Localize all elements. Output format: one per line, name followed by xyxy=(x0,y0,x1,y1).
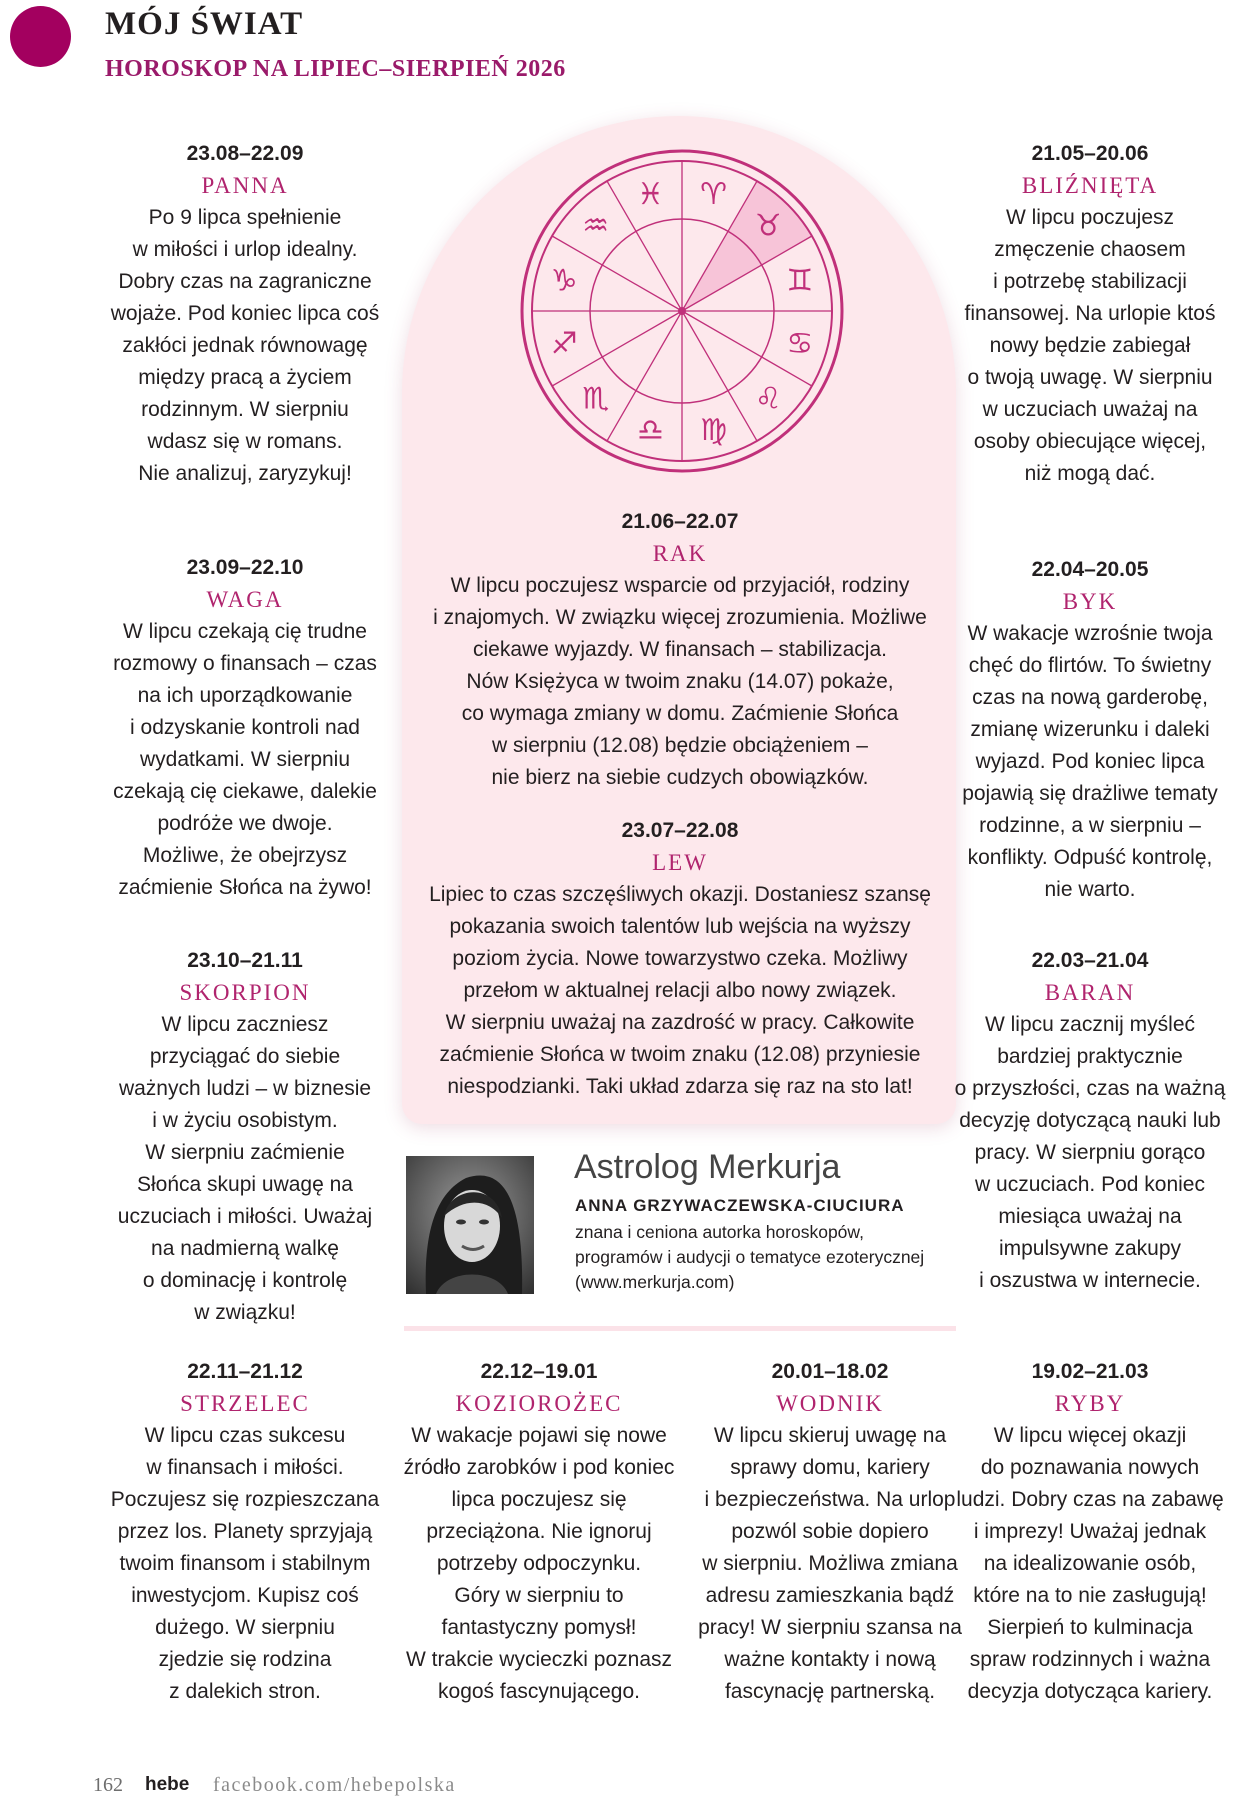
text-line: pokazania swoich talentów lub wejścia na wyższy xyxy=(449,915,911,938)
sign-date: 21.06–22.07 xyxy=(621,510,739,533)
text-line: źródło zarobków i pod koniec xyxy=(403,1456,675,1479)
text-line: Góry w sierpniu to xyxy=(454,1584,624,1607)
sign-text xyxy=(105,202,385,490)
text-line: w finansach i miłości. xyxy=(146,1456,344,1479)
text-line: na idealizowanie osób, xyxy=(983,1552,1197,1575)
sign-waga xyxy=(105,552,385,904)
sign-date: 19.02–21.03 xyxy=(1031,1360,1149,1383)
text-line: ważnych ludzi – w biznesie xyxy=(118,1077,372,1100)
text-line: zaćmienie Słońca na żywo! xyxy=(118,876,372,899)
text-line: W lipcu poczujesz xyxy=(1005,206,1175,229)
text-line: W wakacje wzrośnie twoja xyxy=(967,622,1213,645)
text-line: rozmowy o finansach – czas xyxy=(113,652,377,675)
sign-date: 20.01–18.02 xyxy=(771,1360,889,1383)
text-line: rodzinnym. W sierpniu xyxy=(141,398,349,421)
text-line: W lipcu zaczniesz xyxy=(161,1013,329,1036)
text-line: znana i ceniona autorka horoskopów, xyxy=(575,1222,864,1242)
sign-name: KOZIOROŻEC xyxy=(455,1391,623,1416)
sign-rak xyxy=(420,506,940,794)
text-line: w sierpniu. Możliwa zmiana xyxy=(702,1552,958,1575)
zodiac-glyph-icon: ♑ xyxy=(550,263,578,299)
text-line: sprawy domu, kariery xyxy=(730,1456,930,1479)
text-line: zakłóci jednak równowagę xyxy=(122,334,368,357)
text-line: Dobry czas na zagraniczne xyxy=(118,270,372,293)
astrologer-description xyxy=(575,1220,965,1295)
text-line: Sierpień to kulminacja xyxy=(987,1616,1193,1639)
text-line: w sierpniu (12.08) będzie obciążeniem – xyxy=(492,734,868,757)
text-line: poziom życia. Nowe towarzystwo czeka. Możliwy xyxy=(452,947,908,970)
text-line: (www.merkurja.com) xyxy=(575,1272,735,1292)
text-line: w uczuciach. Pod koniec xyxy=(975,1173,1205,1196)
facebook-link[interactable]: facebook.com/hebepolska xyxy=(213,1774,456,1796)
text-line: nowy będzie zabiegał xyxy=(989,334,1191,357)
text-line: zaćmienie Słońca w twoim znaku (12.08) przyniesie xyxy=(439,1043,921,1066)
text-line: Możliwe, że obejrzysz xyxy=(142,844,348,867)
text-line: podróże we dwoje. xyxy=(157,812,333,835)
text-line: fascynację partnerską. xyxy=(724,1680,936,1703)
sign-skorpion xyxy=(105,945,385,1329)
text-line: zmianę wizerunku i daleki xyxy=(970,718,1210,741)
sign-bliznieta xyxy=(950,138,1230,490)
text-line: przeciążona. Nie ignoruj xyxy=(426,1520,652,1543)
text-line: lipca poczujesz się xyxy=(451,1488,627,1511)
text-line: inwestycjom. Kupisz coś xyxy=(131,1584,359,1607)
text-line: bardziej praktycznie xyxy=(997,1045,1183,1068)
text-line: decyzja dotycząca kariery. xyxy=(967,1680,1213,1703)
text-line: osoby obiecujące więcej, xyxy=(973,430,1207,453)
text-line: i oszustwa w internecie. xyxy=(979,1269,1201,1292)
text-line: w uczuciach uważaj na xyxy=(982,398,1198,421)
sign-date: 23.10–21.11 xyxy=(187,949,303,972)
sign-name: SKORPION xyxy=(179,980,311,1005)
sign-date: 22.12–19.01 xyxy=(480,1360,598,1383)
text-line: W lipcu więcej okazji xyxy=(993,1424,1187,1447)
text-line: i odzyskanie kontroli nad xyxy=(130,716,360,739)
sign-baran xyxy=(950,945,1230,1297)
sign-koziorozec xyxy=(394,1356,684,1708)
sign-text xyxy=(420,570,940,794)
sign-date: 22.11–21.12 xyxy=(187,1360,303,1383)
text-line: W wakacje pojawi się nowe xyxy=(411,1424,667,1447)
sign-text xyxy=(950,1420,1230,1708)
text-line: adresu zamieszkania bądź xyxy=(705,1584,955,1607)
text-line: w związku! xyxy=(194,1301,296,1324)
sign-date: 23.07–22.08 xyxy=(621,819,739,842)
text-line: miesiąca uważaj na xyxy=(998,1205,1182,1228)
text-line: pracy! W sierpniu szansa na xyxy=(698,1616,962,1639)
text-line: Nie analizuj, zaryzykuj! xyxy=(138,462,352,485)
sign-byk xyxy=(950,554,1230,906)
text-line: rodzinne, a w sierpniu – xyxy=(979,814,1201,837)
sign-date: 23.08–22.09 xyxy=(186,142,304,165)
section-marker-dot xyxy=(10,6,71,67)
text-line: między pracą a życiem xyxy=(138,366,352,389)
text-line: które na to nie zasługują! xyxy=(973,1584,1207,1607)
text-line: finansowej. Na urlopie ktoś xyxy=(964,302,1216,325)
text-line: nie bierz na siebie cudzych obowiązków. xyxy=(491,766,869,789)
text-line: impulsywne zakupy xyxy=(998,1237,1182,1260)
zodiac-glyph-icon: ♎ xyxy=(636,412,664,448)
text-line: W lipcu czekają cię trudne xyxy=(123,620,367,643)
sign-name: RAK xyxy=(652,541,708,566)
sign-text xyxy=(685,1420,975,1708)
text-line: uczuciach i miłości. Uważaj xyxy=(117,1205,373,1228)
text-line: twoim finansom i stabilnym xyxy=(119,1552,371,1575)
text-line: Lipiec to czas szczęśliwych okazji. Dostaniesz szansę xyxy=(429,883,931,906)
text-line: przyciągać do siebie xyxy=(149,1045,341,1068)
sign-name: WAGA xyxy=(206,587,284,612)
astrologer-photo xyxy=(406,1156,534,1294)
sign-ryby xyxy=(950,1356,1230,1708)
text-line: zjedzie się rodzina xyxy=(158,1648,332,1671)
text-line: wojaże. Pod koniec lipca coś xyxy=(110,302,380,325)
sign-date: 22.04–20.05 xyxy=(1031,558,1149,581)
text-line: programów i audycji o tematyce ezoterycznej xyxy=(575,1247,925,1267)
text-line: fantastyczny pomysł! xyxy=(441,1616,637,1639)
zodiac-glyph-icon: ♍ xyxy=(700,412,728,448)
sign-name: RYBY xyxy=(1054,1391,1126,1416)
text-line: o twoją uwagę. W sierpniu xyxy=(967,366,1213,389)
sign-name: PANNA xyxy=(201,173,289,198)
text-line: z dalekich stron. xyxy=(169,1680,321,1703)
sign-text xyxy=(105,616,385,904)
sign-text xyxy=(950,202,1230,490)
sign-wodnik xyxy=(685,1356,975,1708)
sign-lew xyxy=(420,815,940,1103)
text-line: W lipcu skieruj uwagę na xyxy=(713,1424,947,1447)
sign-text xyxy=(950,618,1230,906)
text-line: W sierpniu uważaj na zazdrość w pracy. Całkowite xyxy=(445,1011,915,1034)
sign-date: 22.03–21.04 xyxy=(1031,949,1149,972)
zodiac-glyph-icon: ♒ xyxy=(582,208,610,244)
text-line: i potrzebę stabilizacji xyxy=(993,270,1187,293)
zodiac-glyph-icon: ♏ xyxy=(582,381,610,417)
sign-name: BARAN xyxy=(1044,980,1136,1005)
page-number: 162 xyxy=(93,1774,123,1796)
text-line: ludzi. Dobry czas na zabawę xyxy=(956,1488,1224,1511)
sign-text xyxy=(105,1420,385,1708)
sign-strzelec xyxy=(105,1356,385,1708)
text-line: na nadmierną walkę xyxy=(151,1237,339,1260)
text-line: do poznawania nowych xyxy=(980,1456,1200,1479)
text-line: i znajomych. W związku więcej zrozumienia. Możliwe xyxy=(433,606,927,629)
text-line: wyjazd. Pod koniec lipca xyxy=(975,750,1205,773)
text-line: czekają cię ciekawe, dalekie xyxy=(113,780,377,803)
zodiac-glyph-icon: ♋ xyxy=(786,326,814,362)
text-line: ciekawe wyjazdy. W finansach – stabilizacja. xyxy=(473,638,887,661)
sign-name: WODNIK xyxy=(776,1391,884,1416)
zodiac-glyph-icon: ♐ xyxy=(550,326,578,362)
text-line: wydatkami. W sierpniu xyxy=(139,748,351,771)
text-line: o przyszłości, czas na ważną xyxy=(954,1077,1226,1100)
text-line: czas na nową garderobę, xyxy=(972,686,1208,709)
sign-date: 23.09–22.10 xyxy=(186,556,304,579)
text-line: kogoś fascynującego. xyxy=(438,1680,640,1703)
astrologer-name: ANNA GRZYWACZEWSKA-CIUCIURA xyxy=(575,1196,905,1215)
divider xyxy=(404,1326,956,1331)
page-footer xyxy=(93,1774,456,1797)
section-title: MÓJ ŚWIAT xyxy=(105,6,304,42)
text-line: Po 9 lipca spełnienie xyxy=(148,206,342,229)
text-line: w miłości i urlop idealny. xyxy=(132,238,358,261)
text-line: W lipcu poczujesz wsparcie od przyjaciół, rodziny xyxy=(450,574,910,597)
sign-panna xyxy=(105,138,385,490)
text-line: chęć do flirtów. To świetny xyxy=(968,654,1212,677)
text-line: konflikty. Odpuść kontrolę, xyxy=(967,846,1213,869)
sign-text xyxy=(420,879,940,1103)
zodiac-glyph-icon: ♓ xyxy=(636,177,664,213)
text-line: na ich uporządkowanie xyxy=(137,684,353,707)
text-line: zmęczenie chaosem xyxy=(994,238,1186,261)
page-subtitle: HOROSKOP NA LIPIEC–SIERPIEŃ 2026 xyxy=(105,56,566,82)
sign-date: 21.05–20.06 xyxy=(1031,142,1149,165)
text-line: Nów Księżyca w twoim znaku (14.07) pokaże, xyxy=(466,670,894,693)
text-line: przez los. Planety sprzyjają xyxy=(117,1520,373,1543)
text-line: W sierpniu zaćmienie xyxy=(145,1141,345,1164)
zodiac-wheel-icon xyxy=(518,147,846,475)
text-line: Słońca skupi uwagę na xyxy=(137,1173,353,1196)
wheel-center xyxy=(678,307,686,315)
text-line: i imprezy! Uważaj jednak xyxy=(973,1520,1207,1543)
text-line: pojawią się drażliwe tematy xyxy=(962,782,1218,805)
text-line: spraw rodzinnych i ważna xyxy=(969,1648,1211,1671)
sign-name: BYK xyxy=(1062,589,1118,614)
sign-text xyxy=(950,1009,1230,1297)
text-line: wdasz się w romans. xyxy=(147,430,343,453)
sign-text xyxy=(105,1009,385,1329)
astrologer-title: Astrolog Merkurja xyxy=(574,1148,841,1186)
zodiac-glyph-icon: ♌ xyxy=(754,381,782,417)
brand-logo: hebe xyxy=(145,1774,190,1795)
sign-name: LEW xyxy=(652,850,708,875)
text-line: pracy. W sierpniu gorąco xyxy=(974,1141,1206,1164)
text-line: i w życiu osobistym. xyxy=(152,1109,338,1132)
text-line: ważne kontakty i nową xyxy=(724,1648,936,1671)
text-line: przełom w aktualnej relacji albo nowy związek. xyxy=(463,979,897,1002)
text-line: o dominację i kontrolę xyxy=(142,1269,348,1292)
text-line: pozwól sobie dopiero xyxy=(731,1520,929,1543)
text-line: Poczujesz się rozpieszczana xyxy=(110,1488,380,1511)
text-line: dużego. W sierpniu xyxy=(155,1616,335,1639)
zodiac-glyph-icon: ♊ xyxy=(786,263,814,299)
text-line: niespodzianki. Taki układ zdarza się raz na sto lat! xyxy=(447,1075,913,1098)
sign-text xyxy=(394,1420,684,1708)
text-line: i bezpieczeństwa. Na urlop xyxy=(704,1488,956,1511)
sign-name: STRZELEC xyxy=(180,1391,310,1416)
text-line: decyzję dotyczącą nauki lub xyxy=(959,1109,1221,1132)
text-line: niż mogą dać. xyxy=(1024,462,1156,485)
sign-name: BLIŹNIĘTA xyxy=(1021,173,1159,198)
text-line: W lipcu czas sukcesu xyxy=(144,1424,346,1447)
text-line: W lipcu zacznij myśleć xyxy=(984,1013,1196,1036)
text-line: co wymaga zmiany w domu. Zaćmienie Słońca xyxy=(461,702,899,725)
zodiac-glyph-icon: ♉ xyxy=(754,208,782,244)
text-line: W trakcie wycieczki poznasz xyxy=(405,1648,673,1671)
text-line: nie warto. xyxy=(1044,878,1136,901)
text-line: potrzeby odpoczynku. xyxy=(436,1552,642,1575)
zodiac-glyph-icon: ♈ xyxy=(700,177,728,213)
